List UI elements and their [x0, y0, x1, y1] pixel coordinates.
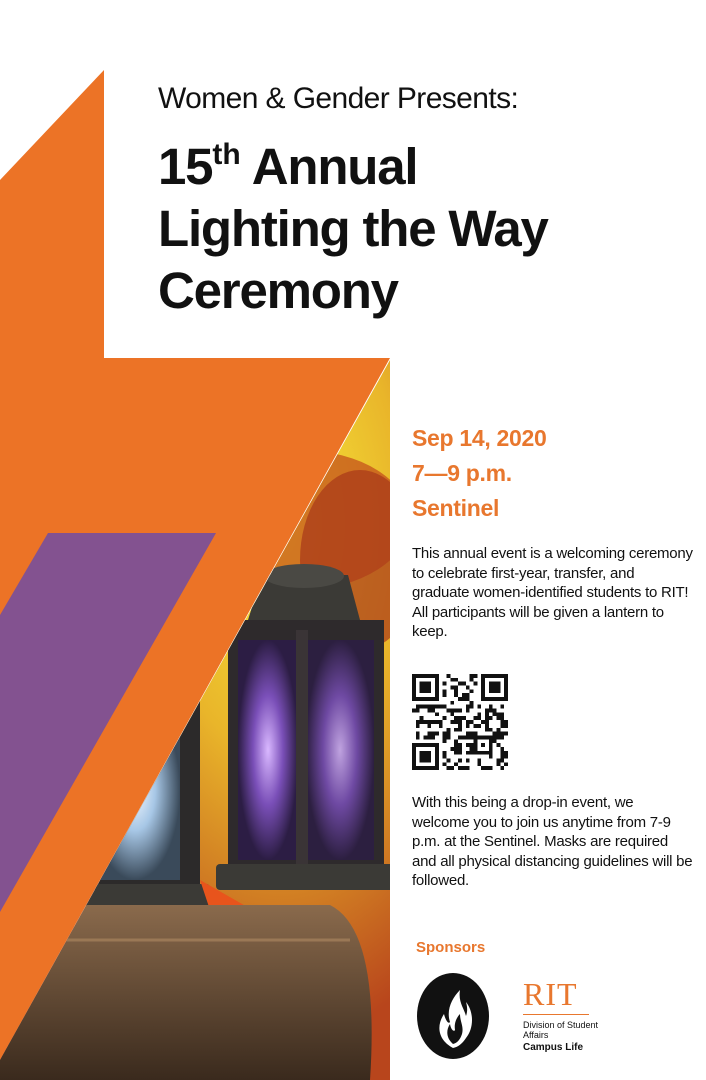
title-line2: Lighting the Way: [158, 200, 548, 257]
event-location: Sentinel: [412, 495, 500, 521]
title-ordinal-number: 15: [158, 138, 213, 195]
qr-code-icon[interactable]: [412, 674, 508, 770]
rit-logo: [523, 978, 603, 1058]
rit-division: Division of Student Affairs: [523, 1020, 599, 1040]
presenter-heading: Women & Gender Presents:: [158, 82, 519, 115]
dropin-note: With this being a drop-in event, we welcome you to join us anytime from 7-9 p.m. at the Sentinel. Masks are required and all physical distancing guidelines will be followed.: [412, 794, 693, 889]
event-date: Sep 14, 2020: [412, 425, 547, 451]
title-line3: Ceremony: [158, 262, 398, 319]
sponsors-label: Sponsors: [416, 939, 486, 956]
event-time: 7—9 p.m.: [412, 460, 512, 486]
title-ordinal-suffix: th: [212, 138, 241, 171]
event-title: [158, 136, 638, 322]
rit-campus-life: Campus Life: [523, 1042, 584, 1053]
rit-wordmark: RIT: [523, 976, 578, 1012]
event-description: This annual event is a welcoming ceremony to celebrate first-year, transfer, and graduate women-identified students to RIT! All participants will be given a lantern to keep.: [412, 545, 693, 640]
flame-logo: [416, 972, 490, 1060]
rit-rule: [523, 1014, 589, 1015]
title-line1-rest: Annual: [240, 138, 418, 195]
